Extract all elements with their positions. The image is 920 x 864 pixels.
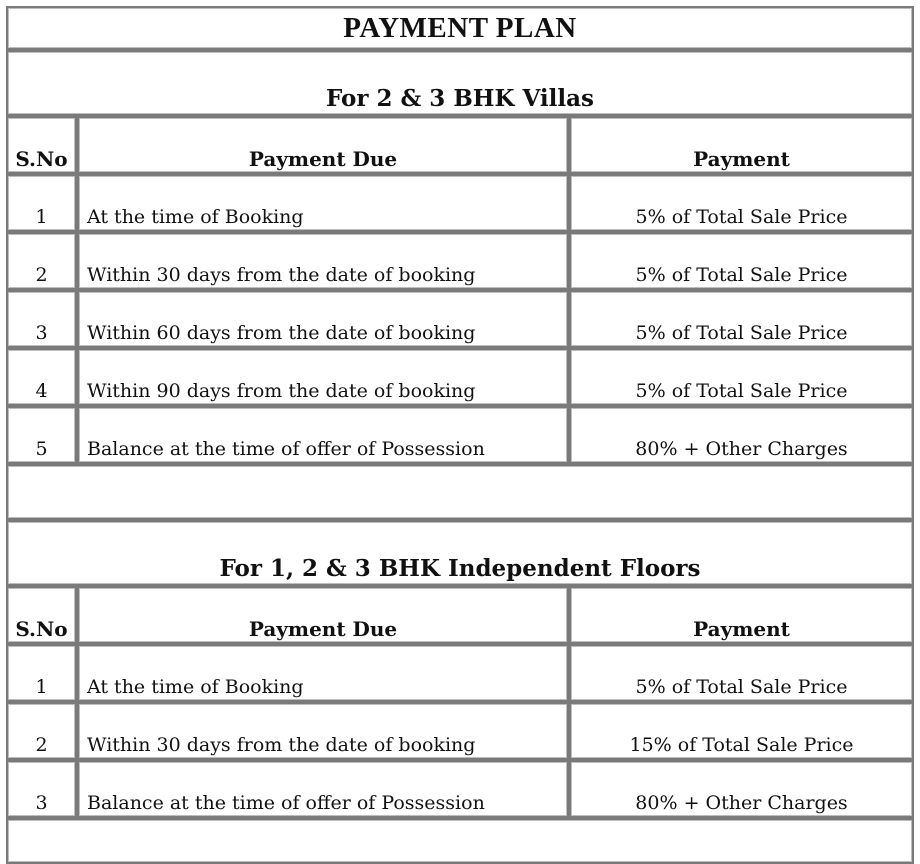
column-header-payment: Payment	[569, 116, 914, 174]
spacer-cell	[6, 464, 914, 520]
trailing-row	[6, 818, 914, 864]
row-sno: 1	[6, 174, 77, 232]
row-payment-due: Within 60 days from the date of booking	[77, 290, 569, 348]
column-header-sno: S.No	[6, 116, 77, 174]
row-sno: 5	[6, 406, 77, 464]
row-sno: 2	[6, 232, 77, 290]
row-payment: 5% of Total Sale Price	[569, 290, 914, 348]
payment-plan-table	[6, 6, 914, 864]
table-row	[6, 232, 914, 290]
row-payment-due: Within 30 days from the date of booking	[77, 232, 569, 290]
row-sno: 3	[6, 760, 77, 818]
column-header-row	[6, 586, 914, 644]
section-heading-row	[6, 520, 914, 586]
row-payment: 5% of Total Sale Price	[569, 348, 914, 406]
row-sno: 1	[6, 644, 77, 702]
row-payment-due: At the time of Booking	[77, 644, 569, 702]
section-heading-row	[6, 50, 914, 116]
row-payment-due: Balance at the time of offer of Possession	[77, 406, 569, 464]
row-payment: 5% of Total Sale Price	[569, 174, 914, 232]
column-header-sno: S.No	[6, 586, 77, 644]
row-sno: 4	[6, 348, 77, 406]
table-row	[6, 406, 914, 464]
row-payment-due: At the time of Booking	[77, 174, 569, 232]
row-payment-due: Balance at the time of offer of Possession	[77, 760, 569, 818]
title-row	[6, 6, 914, 50]
row-payment-due: Within 90 days from the date of booking	[77, 348, 569, 406]
section-heading-villas: For 2 & 3 BHK Villas	[6, 50, 914, 116]
column-header-payment-due: Payment Due	[77, 586, 569, 644]
row-sno: 3	[6, 290, 77, 348]
table-row	[6, 702, 914, 760]
table-row	[6, 644, 914, 702]
row-payment: 5% of Total Sale Price	[569, 644, 914, 702]
spacer-row	[6, 464, 914, 520]
table-row	[6, 348, 914, 406]
row-payment: 80% + Other Charges	[569, 406, 914, 464]
section-heading-floors: For 1, 2 & 3 BHK Independent Floors	[6, 520, 914, 586]
column-header-row	[6, 116, 914, 174]
row-payment: 15% of Total Sale Price	[569, 702, 914, 760]
trailing-cell	[6, 818, 914, 864]
row-payment-due: Within 30 days from the date of booking	[77, 702, 569, 760]
column-header-payment: Payment	[569, 586, 914, 644]
row-payment: 80% + Other Charges	[569, 760, 914, 818]
row-payment: 5% of Total Sale Price	[569, 232, 914, 290]
table-row	[6, 760, 914, 818]
table-row	[6, 290, 914, 348]
page-title: PAYMENT PLAN	[6, 6, 914, 50]
column-header-payment-due: Payment Due	[77, 116, 569, 174]
row-sno: 2	[6, 702, 77, 760]
table-row	[6, 174, 914, 232]
